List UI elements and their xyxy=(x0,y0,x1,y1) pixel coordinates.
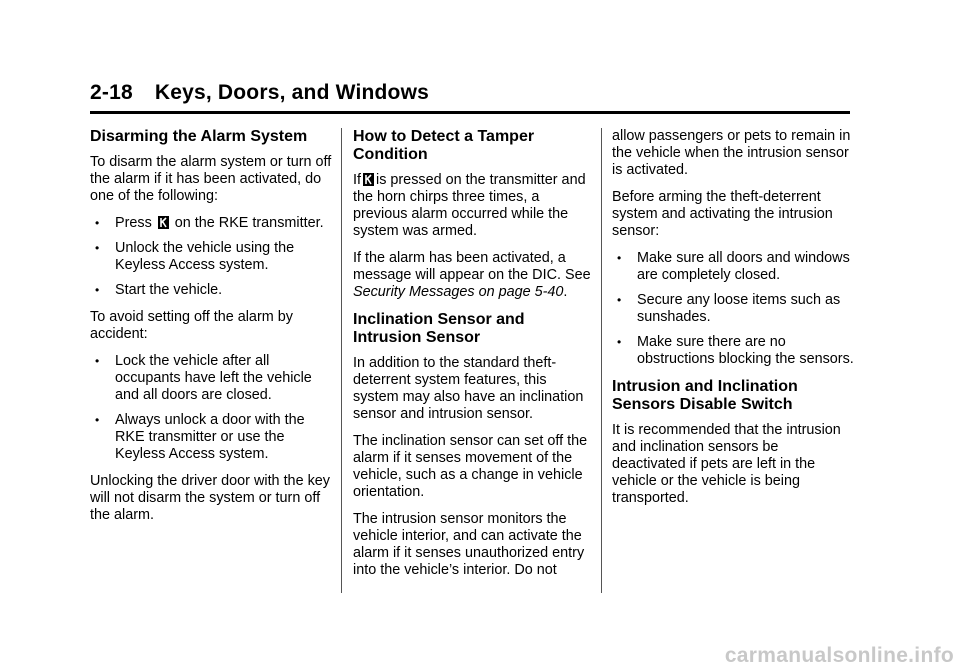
bullet-list xyxy=(612,250,854,368)
key-icon xyxy=(363,173,374,186)
paragraph: To avoid setting off the alarm by accident: xyxy=(90,309,293,342)
bullet: • xyxy=(617,293,622,307)
list-item: • Start the vehicle. xyxy=(95,282,223,298)
list-item: • Lock the vehicle after all occupants have left the vehicle and all doors are closed. xyxy=(95,353,312,403)
page-number: 2-18 xyxy=(90,81,133,104)
key-icon xyxy=(158,216,169,229)
list-item: • Secure any loose items such as sunshades. xyxy=(617,292,841,325)
column-3 xyxy=(612,128,854,517)
bullet: • xyxy=(617,335,622,349)
section-heading-disarming: Disarming the Alarm System xyxy=(90,128,308,145)
chapter-title: Keys, Doors, and Windows xyxy=(154,81,429,104)
list-item: • Always unlock a door with the RKE transmitter or use the Keyless Access system. xyxy=(95,412,305,462)
header-title xyxy=(90,80,850,106)
list-item: • Press on the RKE transmitter. xyxy=(95,215,324,231)
bullet-list xyxy=(90,353,335,463)
paragraph: Unlocking the driver door with the key will not disarm the system or turn off the alarm. xyxy=(90,473,330,523)
header-rule xyxy=(90,111,850,114)
paragraph: It is recommended that the intrusion and inclination sensors be deactivated if pets are left in the vehicle or the vehicle is being transported. xyxy=(612,422,841,506)
section-heading-inclination: Inclination Sensor and Intrusion Sensor xyxy=(353,311,525,346)
cross-reference-link[interactable]: Security Messages on page 5-40 xyxy=(353,284,564,300)
paragraph: The intrusion sensor monitors the vehicle interior, and can activate the alarm if it senses unauthorized entry into the vehicle’s interior. Do not xyxy=(353,511,585,578)
paragraph: If is pressed on the transmitter and the horn chirps three times, a previous alarm occurred while the system was armed. xyxy=(353,172,586,239)
paragraph: To disarm the alarm system or turn off the alarm if it has been activated, do one of the following: xyxy=(90,154,332,204)
bullet: • xyxy=(95,241,100,255)
column-2 xyxy=(353,128,593,589)
paragraph: In addition to the standard theft-deterrent system features, this system may also have an inclination sensor and intrusion sensor. xyxy=(353,355,584,422)
bullet: • xyxy=(95,283,100,297)
section-heading-disable-switch: Intrusion and Inclination Sensors Disable Switch xyxy=(612,378,798,413)
column-1 xyxy=(90,128,335,534)
column-divider-1 xyxy=(341,128,342,593)
list-item: • Make sure there are no obstructions blocking the sensors. xyxy=(617,334,854,367)
section-heading-tamper: How to Detect a Tamper Condition xyxy=(353,128,535,163)
column-divider-2 xyxy=(601,128,602,593)
bullet: • xyxy=(95,413,100,427)
bullet: • xyxy=(617,251,622,265)
page-header xyxy=(90,80,850,114)
paragraph: allow passengers or pets to remain in the vehicle when the intrusion sensor is activated. xyxy=(612,128,851,178)
bullet: • xyxy=(95,216,100,230)
paragraph: If the alarm has been activated, a message will appear on the DIC. See Security Messages on page 5-40. xyxy=(353,250,591,300)
list-item: • Make sure all doors and windows are completely closed. xyxy=(617,250,850,283)
list-item: • Unlock the vehicle using the Keyless Access system. xyxy=(95,240,295,273)
bullet-list xyxy=(90,215,335,299)
watermark: carmanualsonline.info xyxy=(724,644,954,667)
bullet: • xyxy=(95,354,100,368)
paragraph: Before arming the theft-deterrent system and activating the intrusion sensor: xyxy=(612,189,833,239)
paragraph: The inclination sensor can set off the alarm if it senses movement of the vehicle, such as a change in vehicle orientation. xyxy=(353,433,588,500)
